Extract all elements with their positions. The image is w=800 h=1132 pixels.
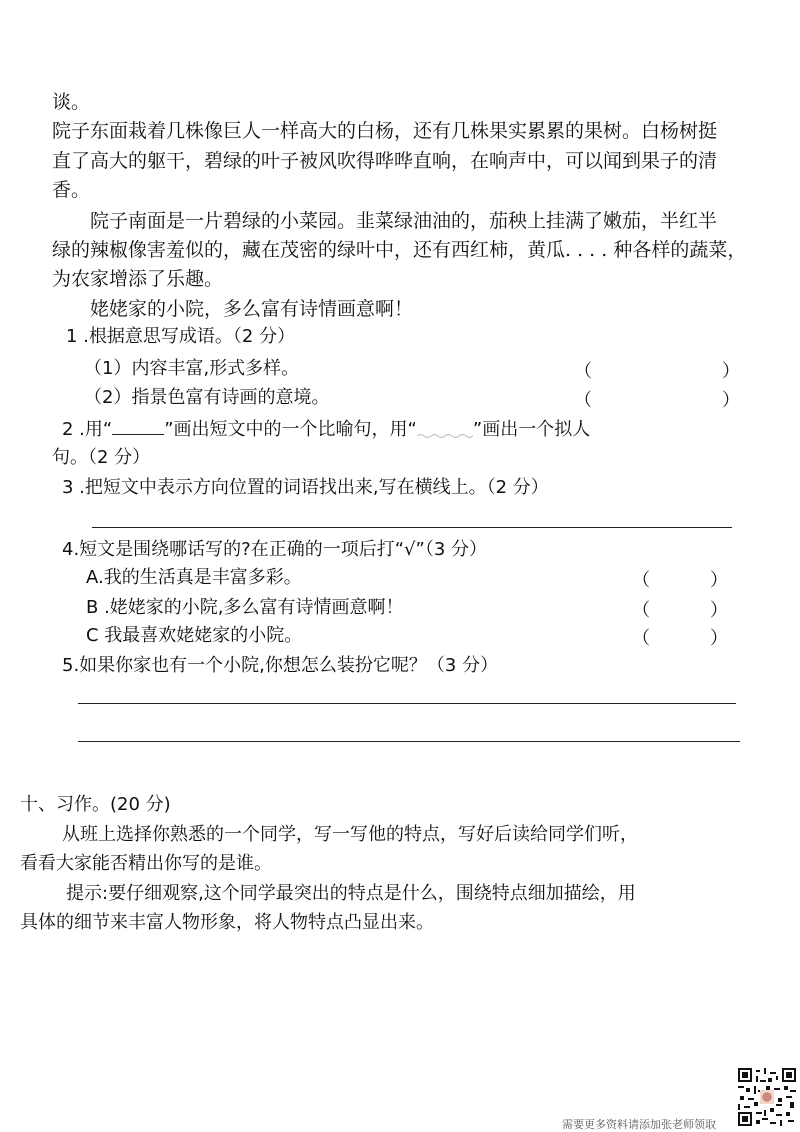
passage-line: 为农家增添了乐趣。 xyxy=(52,268,224,290)
answer-paren-open: （ xyxy=(574,361,592,382)
composition-hint-line: 提示:要仔细观察,这个同学最突出的特点是什么，围绕特点细加描绘，用 xyxy=(66,883,636,904)
passage-line: 直了高大的躯干，碧绿的叶子被风吹得哗哗直响，在响声中，可以闻到果子的清 xyxy=(52,150,718,172)
answer-paren-open: （ xyxy=(632,600,650,621)
passage-line: 绿的辣椒像害羞似的，藏在茂密的绿叶中，还有西红柿，黄瓜. . . . 种各样的蔬菜， xyxy=(52,239,747,261)
question-1-item-1: （1）内容丰富,形式多样。 xyxy=(84,358,300,379)
passage-line: 院子南面是一片碧绿的小菜园。韭菜绿油油的，茄秧上挂满了嫩茄，半红半 xyxy=(90,210,718,232)
wavy-underline-mark xyxy=(417,417,473,435)
answer-paren-open: （ xyxy=(632,628,650,649)
answer-paren-close: ） xyxy=(722,390,740,411)
answer-paren-close: ） xyxy=(722,361,740,382)
passage-line: 香。 xyxy=(52,179,91,201)
question-4-title: 4.短文是围绕哪话写的?在正确的一项后打“√”（3 分） xyxy=(62,539,488,560)
answer-paren-close: ） xyxy=(710,570,728,591)
question-3-title: 3 .把短文中表示方向位置的词语找出来,写在横线上。（2 分） xyxy=(62,477,549,498)
answer-line[interactable] xyxy=(92,527,732,528)
footer-note: 需要更多资料请添加张老师领取 xyxy=(562,1118,716,1131)
qr-code-icon xyxy=(738,1068,796,1126)
question-4-option-b: B .姥姥家的小院,多么富有诗情画意啊！ xyxy=(86,597,404,618)
question-5-title: 5.如果你家也有一个小院,你想怎么装扮它呢？（3 分） xyxy=(62,655,499,676)
answer-paren-close: ） xyxy=(710,600,728,621)
composition-line: 看看大家能否精出你写的是谁。 xyxy=(20,853,272,874)
question-2-line-2: 句。（2 分） xyxy=(52,447,151,468)
question-4-option-c: C 我最喜欢姥姥家的小院。 xyxy=(86,625,303,646)
answer-paren-open: （ xyxy=(574,390,592,411)
passage-line: 谈。 xyxy=(52,91,91,113)
question-1-title: 1 .根据意思写成语。（2 分） xyxy=(66,326,296,347)
answer-paren-close: ） xyxy=(710,628,728,649)
question-2 xyxy=(62,416,590,442)
section-heading: 十、习作。(20 分) xyxy=(20,794,171,815)
passage-line: 院子东面栽着几株像巨人一样高大的白杨，还有几株果实累累的果树。白杨树挺 xyxy=(52,120,718,142)
straight-underline-mark xyxy=(112,416,164,435)
question-1-item-2: （2）指景色富有诗画的意境。 xyxy=(84,387,330,408)
answer-line[interactable] xyxy=(78,741,740,742)
question-2-part-2: ”画出短文中的一个比喻句，用“ xyxy=(164,419,417,440)
question-2-part-1: 2 .用“ xyxy=(62,419,113,440)
composition-hint-line: 具体的细节来丰富人物形象，将人物特点凸显出来。 xyxy=(20,912,434,933)
question-4-option-a: A.我的生活真是丰富多彩。 xyxy=(86,567,302,588)
passage-line: 姥姥家的小院，多么富有诗情画意啊！ xyxy=(90,298,414,320)
answer-line[interactable] xyxy=(78,703,736,704)
answer-paren-open: （ xyxy=(632,570,650,591)
question-2-part-3: ”画出一个拟人 xyxy=(472,419,591,440)
composition-line: 从班上选择你熟悉的一个同学，写一写他的特点，写好后读给同学们听， xyxy=(62,824,638,845)
